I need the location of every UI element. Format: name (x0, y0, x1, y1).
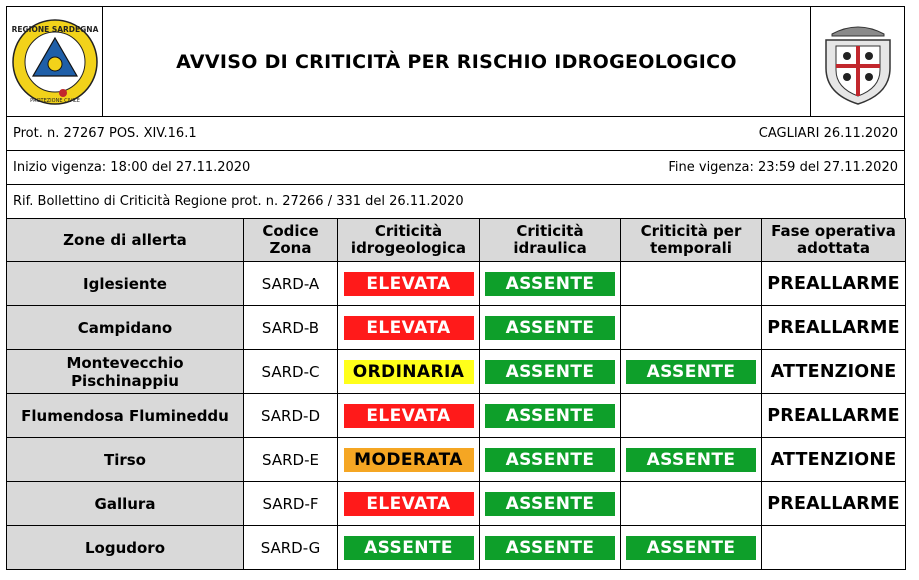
criticita-idraulica-badge: ASSENTE (485, 360, 615, 384)
criticita-idrogeologica-cell (338, 394, 480, 438)
criticita-idrogeologica-badge: ELEVATA (344, 272, 474, 296)
criticita-temporali-cell (621, 526, 762, 570)
criticita-idraulica-cell (480, 394, 621, 438)
zone-code: SARD-D (244, 394, 338, 438)
coat-of-arms-icon (818, 16, 898, 108)
table-row (7, 482, 906, 526)
fase-operativa: PREALLARME (762, 262, 906, 306)
criticita-temporali-cell (621, 306, 762, 350)
criticita-temporali-cell (621, 438, 762, 482)
col-header-temporali: Criticità per temporali (621, 219, 762, 262)
table-row (7, 438, 906, 482)
criticita-idraulica-cell (480, 438, 621, 482)
criticita-idraulica-badge: ASSENTE (485, 448, 615, 472)
validity-row (6, 150, 905, 184)
col-header-code: Codice Zona (244, 219, 338, 262)
zone-name: Campidano (7, 306, 244, 350)
criticita-idraulica-badge: ASSENTE (485, 492, 615, 516)
criticita-idrogeologica-cell (338, 262, 480, 306)
reference-row (6, 184, 905, 218)
table-row (7, 306, 906, 350)
zone-code: SARD-A (244, 262, 338, 306)
criticita-idrogeologica-badge: ELEVATA (344, 492, 474, 516)
protocol-number: Prot. n. 27267 POS. XIV.16.1 (13, 126, 197, 141)
criticita-idrogeologica-badge: ELEVATA (344, 404, 474, 428)
criticita-temporali-cell (621, 482, 762, 526)
col-header-zone: Zone di allerta (7, 219, 244, 262)
criticita-idraulica-badge: ASSENTE (485, 316, 615, 340)
criticita-idrogeologica-badge: ASSENTE (344, 536, 474, 560)
criticita-idrogeologica-badge: MODERATA (344, 448, 474, 472)
col-header-idrogeologica: Criticità idrogeologica (338, 219, 480, 262)
table-row (7, 262, 906, 306)
zone-name: Flumendosa Flumineddu (7, 394, 244, 438)
validity-start: Inizio vigenza: 18:00 del 27.11.2020 (13, 160, 251, 175)
table-header-row (7, 219, 906, 262)
criticita-temporali-badge: ASSENTE (626, 448, 756, 472)
svg-text:PROTEZIONE CIVILE: PROTEZIONE CIVILE (29, 97, 80, 104)
protocol-row (6, 116, 905, 150)
criticita-idraulica-cell (480, 482, 621, 526)
criticita-idrogeologica-cell (338, 306, 480, 350)
header-row (6, 6, 905, 116)
criticita-idraulica-badge: ASSENTE (485, 404, 615, 428)
zone-name: Iglesiente (7, 262, 244, 306)
sardinia-coat-of-arms (810, 7, 904, 116)
criticita-idraulica-cell (480, 526, 621, 570)
criticita-idrogeologica-badge: ELEVATA (344, 316, 474, 340)
criticita-idraulica-cell (480, 306, 621, 350)
issue-date: CAGLIARI 26.11.2020 (758, 126, 898, 141)
criticita-temporali-badge: ASSENTE (626, 360, 756, 384)
zone-name: Montevecchio Pischinappiu (7, 350, 244, 394)
zone-code: SARD-B (244, 306, 338, 350)
zone-name: Logudoro (7, 526, 244, 570)
criticita-temporali-cell (621, 350, 762, 394)
zone-code: SARD-C (244, 350, 338, 394)
criticita-idraulica-cell (480, 350, 621, 394)
alert-zones-table (6, 218, 906, 570)
bulletin-reference: Rif. Bollettino di Criticità Regione prot. n. 27266 / 331 del 26.11.2020 (13, 194, 464, 209)
criticita-idrogeologica-cell (338, 526, 480, 570)
regione-sardegna-logo (7, 7, 103, 116)
zone-name: Gallura (7, 482, 244, 526)
fase-operativa: ATTENZIONE (762, 350, 906, 394)
fase-operativa: PREALLARME (762, 482, 906, 526)
criticita-idraulica-badge: ASSENTE (485, 536, 615, 560)
zone-code: SARD-F (244, 482, 338, 526)
table-row (7, 394, 906, 438)
zone-name: Tirso (7, 438, 244, 482)
col-header-idraulica: Criticità idraulica (480, 219, 621, 262)
criticita-temporali-cell (621, 262, 762, 306)
zone-code: SARD-G (244, 526, 338, 570)
fase-operativa (762, 526, 906, 570)
zone-code: SARD-E (244, 438, 338, 482)
criticita-temporali-cell (621, 394, 762, 438)
bulletin-frame (6, 6, 905, 570)
criticita-idrogeologica-cell (338, 482, 480, 526)
page-title: AVVISO DI CRITICITÀ PER RISCHIO IDROGEOLOGICO (176, 50, 737, 73)
criticita-temporali-badge: ASSENTE (626, 536, 756, 560)
table-row (7, 350, 906, 394)
fase-operativa: ATTENZIONE (762, 438, 906, 482)
criticita-idrogeologica-badge: ORDINARIA (344, 360, 474, 384)
protezione-civile-logo-icon (11, 18, 99, 106)
fase-operativa: PREALLARME (762, 306, 906, 350)
svg-text:REGIONE SARDEGNA: REGIONE SARDEGNA (11, 24, 98, 34)
validity-end: Fine vigenza: 23:59 del 27.11.2020 (668, 160, 898, 175)
table-body (7, 262, 906, 570)
criticita-idrogeologica-cell (338, 438, 480, 482)
criticita-idraulica-badge: ASSENTE (485, 272, 615, 296)
table-row (7, 526, 906, 570)
col-header-fase: Fase operativa adottata (762, 219, 906, 262)
criticita-idrogeologica-cell (338, 350, 480, 394)
criticita-idraulica-cell (480, 262, 621, 306)
fase-operativa: PREALLARME (762, 394, 906, 438)
